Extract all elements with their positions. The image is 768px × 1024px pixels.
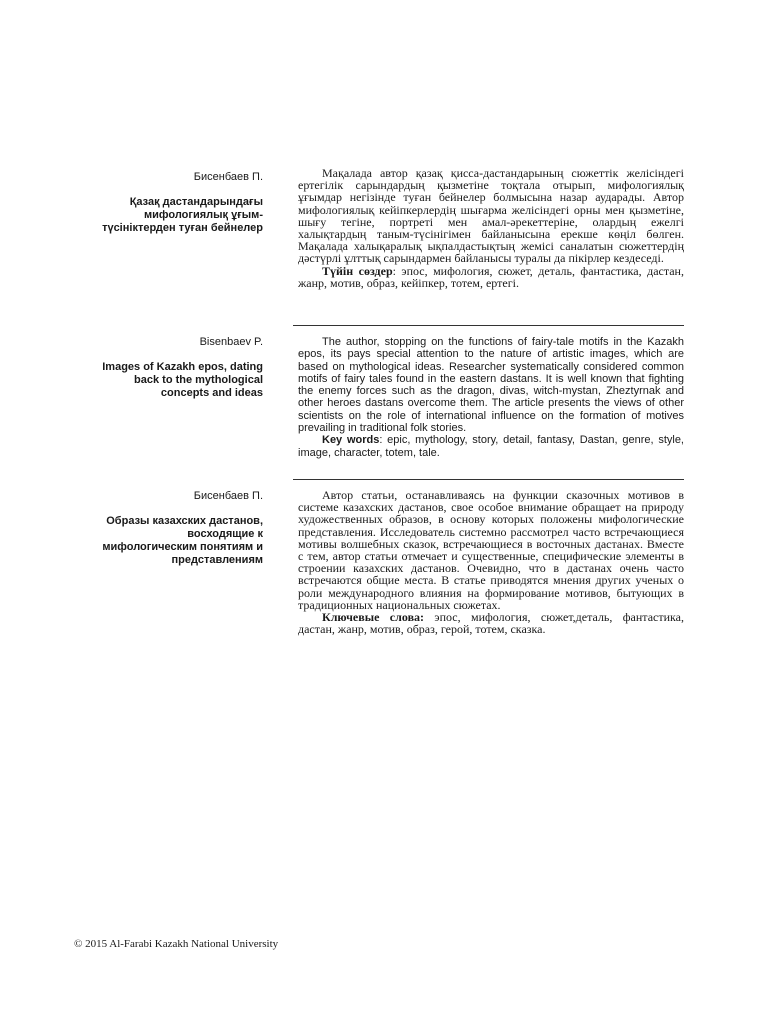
abstract-text-en: The author, stopping on the functions of fairy-tale motifs in the Kazakh epos, its pays special attention to the nature of artistic images, which are based on mythological ideas. Researcher systematically considered common motifs of fairy tales found in the eastern dastans. It is well known that fighting the enemy forces such as the dragon, divas, witch-mystan, Zheztyrnak and other heroes dastans overcome them. The article presents the views of other scientists on the role of international influence on the formation of motives prevailing in traditional folk stories. [298, 336, 684, 435]
abstract-text-kz: Мақалада автор қазақ қисса-дастандарының сюжеттік желісіндегі ертегілік сарындардың қызметіне тоқтала отырып, мифологиялық ұғымдар негізінде туған бейнелер болмысына назар аударады. Автор мифологиялық кейіпкерлердің шығарма желісіндегі орны мен қызметіне, шығу тегіне, портреті мен амал-әрекеттеріне, олардың ежелгі халықтардың таным-түсінігімен байланысына ерекше көңіл бөлген. Мақалада халықаралық ықпалдастықтың жемісі саналатын сюжеттердің дәстүрлі ұлттық сарындармен байланысы туралы да пікірлер кездеседі. [298, 166, 684, 266]
abstract-ru [298, 489, 684, 635]
keywords-kz [298, 265, 684, 289]
abstract-en [298, 336, 684, 459]
keywords-label-kz: Түйін сөздер [322, 263, 393, 278]
divider-1 [293, 325, 684, 326]
author-en: Bisenbaev P. [199, 336, 263, 348]
section-ru-meta [100, 489, 263, 567]
abstract-text-ru: Автор статьи, останавливаясь на функции сказочных мотивов в системе казахских дастанов, свое особое внимание обращает на природу художественных образов, в основу которых положены мифологические представления. Исследователь системно рассмотрел часто встречающиеся мотивы волшебных сказок, встречающиеся в восточных дастанах. Вместе с тем, автор статьи отмечает и существенные, специфические элементы в строении казахских дастанов. Очевидно, что в дастанах очень часто встречаются общие места. В статье приводятся мнения других ученых о роли международного влияния на формирование мотивов, бытующих в традиционных национальных сюжетах. [298, 488, 684, 612]
keywords-label-ru: Ключевые слова: [322, 610, 425, 625]
divider-2 [293, 479, 684, 480]
author-kz: Бисенбаев П. [193, 171, 263, 183]
abstract-kz [298, 167, 684, 289]
keywords-text-en: : epic, mythology, story, detail, fantasy, Dastan, genre, style, image, character, totem, tale. [298, 434, 684, 459]
keywords-ru [298, 611, 684, 635]
author-ru: Бисенбаев П. [193, 490, 263, 502]
section-en-meta [100, 335, 263, 400]
section-kz-meta [100, 170, 263, 235]
keywords-en [298, 434, 684, 459]
title-kz: Қазақ дастандарындағы мифологиялық ұғым-түсініктерден туған бейнелер [102, 196, 263, 234]
title-ru: Образы казахских дастанов, восходящие к мифологическим понятиям и представлениям [102, 515, 263, 566]
keywords-text-kz: : эпос, мифология, сюжет, деталь, фантастика, дастан, жанр, мотив, образ, кейіпкер, тотем, ертегі. [298, 263, 684, 290]
title-en: Images of Kazakh epos, dating back to the mythological concepts and ideas [102, 361, 263, 399]
keywords-label-en: Key words [322, 434, 380, 447]
copyright-footer: © 2015 Al-Farabi Kazakh National University [74, 938, 279, 950]
keywords-text-ru: эпос, мифология, сюжет,деталь, фантастика, дастан, жанр, мотив, образ, герой, тотем, сказка. [298, 610, 684, 637]
